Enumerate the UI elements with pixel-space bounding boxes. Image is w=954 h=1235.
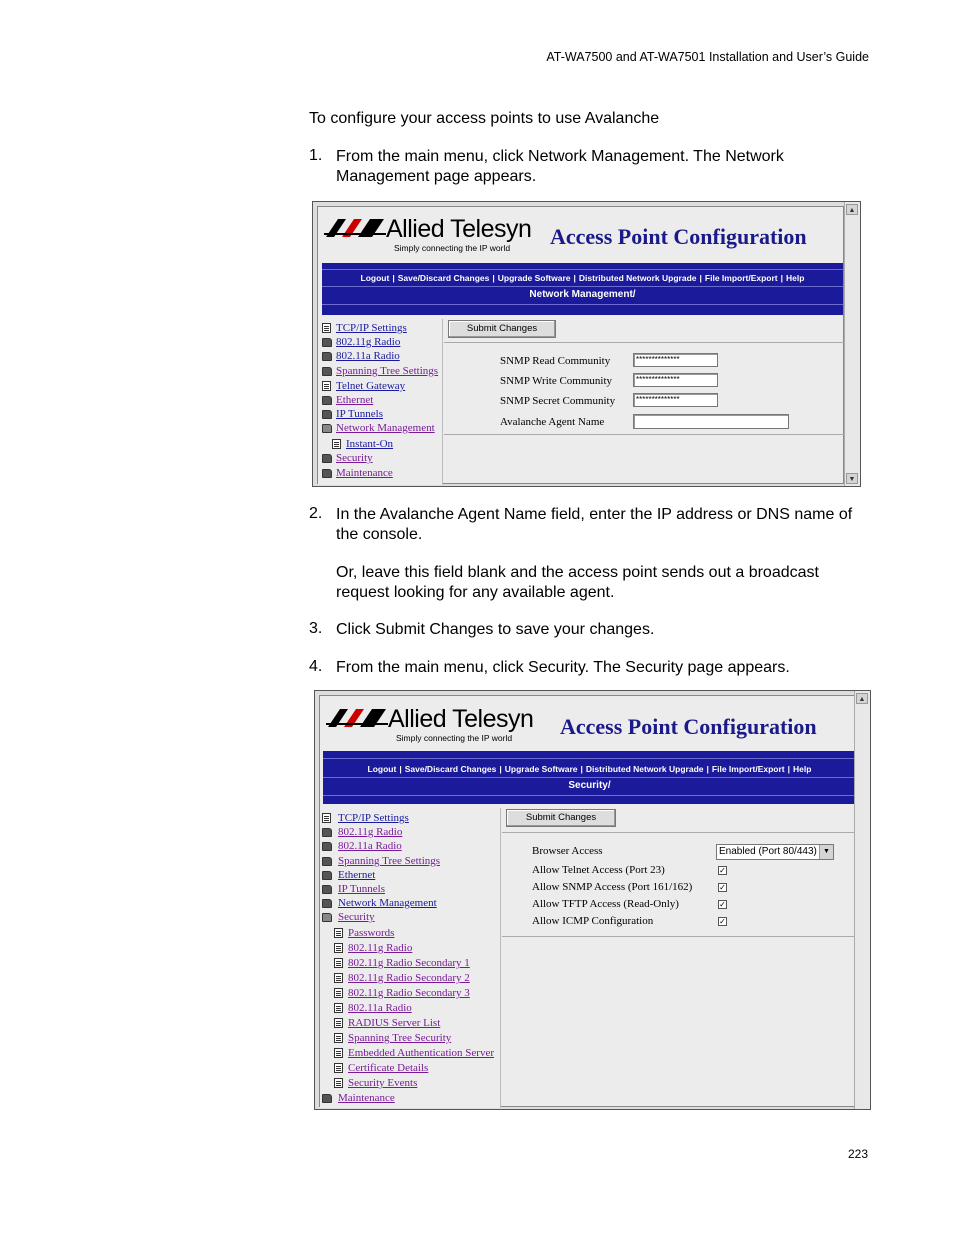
open-folder-icon bbox=[322, 424, 332, 433]
sidebar-item-security-events[interactable]: Security Events bbox=[348, 1077, 418, 1089]
step-text: Or, leave this field blank and the access point sends out a broadcast request looking for any available agent. bbox=[336, 564, 819, 601]
nav-distributed-upgrade[interactable]: Distributed Network Upgrade bbox=[585, 764, 704, 774]
nav-bar: Logout | Save/Discard Changes | Upgrade Software | Distributed Network Upgrade | File Import/Export | Help Security/ bbox=[323, 751, 856, 804]
chevron-down-icon[interactable]: ▼ bbox=[819, 845, 833, 859]
step-text: In the Avalanche Agent Name field, enter the IP address or DNS name of the console. bbox=[336, 506, 853, 543]
page-icon bbox=[334, 1018, 343, 1028]
sidebar bbox=[320, 808, 501, 1108]
field-label: SNMP Secret Community bbox=[500, 395, 616, 407]
sidebar-item-tcpip[interactable]: TCP/IP Settings bbox=[336, 322, 407, 334]
field-label: SNMP Read Community bbox=[500, 355, 611, 367]
folder-icon bbox=[322, 338, 332, 347]
snmp-write-community-input[interactable]: ************** bbox=[633, 373, 718, 387]
allied-telesyn-logo-mark-icon bbox=[326, 707, 388, 729]
step-number: 2. bbox=[309, 505, 323, 522]
sidebar-item-spanning-tree[interactable]: Spanning Tree Settings bbox=[336, 365, 439, 377]
allow-snmp-checkbox[interactable]: ✓ bbox=[719, 883, 726, 892]
submit-changes-button[interactable]: Submit Changes bbox=[506, 809, 616, 827]
sidebar-item-network-management[interactable]: Network Management bbox=[336, 422, 435, 434]
nav-file-import-export[interactable]: File Import/Export bbox=[711, 764, 785, 774]
scroll-up-icon[interactable]: ▲ bbox=[856, 693, 868, 704]
sidebar-item-radius-server-list[interactable]: RADIUS Server List bbox=[348, 1017, 441, 1029]
page-icon bbox=[334, 928, 343, 938]
nav-upgrade-software[interactable]: Upgrade Software bbox=[497, 273, 571, 283]
folder-icon bbox=[322, 367, 332, 376]
browser-access-label: Browser Access bbox=[532, 845, 603, 857]
open-folder-icon bbox=[322, 913, 332, 922]
app-title: Access Point Configuration bbox=[550, 224, 807, 249]
folder-icon bbox=[322, 1094, 332, 1103]
checkbox-label: Allow ICMP Configuration bbox=[532, 915, 654, 927]
sidebar-item-80211a[interactable]: 802.11a Radio bbox=[336, 350, 400, 362]
sidebar-item-80211g[interactable]: 802.11g Radio bbox=[338, 826, 403, 838]
sidebar bbox=[318, 319, 443, 485]
folder-icon bbox=[322, 454, 332, 463]
allow-telnet-checkbox[interactable]: ✓ bbox=[719, 866, 726, 875]
location-breadcrumb: Network Management/ bbox=[529, 289, 636, 300]
sidebar-item-certificate-details[interactable]: Certificate Details bbox=[348, 1062, 429, 1074]
sidebar-item-telnet[interactable]: Telnet Gateway bbox=[336, 380, 406, 392]
sidebar-item-secondary-2[interactable]: 802.11g Radio Secondary 2 bbox=[348, 972, 470, 984]
sidebar-item-secondary-1[interactable]: 802.11g Radio Secondary 1 bbox=[348, 957, 470, 969]
allied-telesyn-logo bbox=[324, 215, 532, 253]
nav-logout[interactable]: Logout bbox=[360, 273, 390, 283]
step-text: Click Submit Changes to save your changes. bbox=[336, 621, 655, 638]
sidebar-item-network-management[interactable]: Network Management bbox=[338, 897, 437, 909]
step-text: From the main menu, click Network Management. The Network Management page appears. bbox=[336, 148, 784, 185]
page-icon bbox=[334, 988, 343, 998]
folder-icon bbox=[322, 828, 332, 837]
nav-save-discard[interactable]: Save/Discard Changes bbox=[397, 273, 490, 283]
checkbox-label: Allow Telnet Access (Port 23) bbox=[532, 864, 665, 876]
page-icon bbox=[334, 958, 343, 968]
folder-icon bbox=[322, 857, 332, 866]
allied-telesyn-logo bbox=[326, 705, 534, 743]
field-label: SNMP Write Community bbox=[500, 375, 613, 387]
sidebar-item-security[interactable]: Security bbox=[336, 452, 373, 464]
nav-bar: Logout | Save/Discard Changes | Upgrade Software | Distributed Network Upgrade | File Import/Export | Help Network Management/ bbox=[322, 263, 843, 315]
allied-telesyn-logo-mark-icon bbox=[324, 217, 386, 239]
brand-tagline: Simply connecting the IP world bbox=[396, 733, 513, 743]
submit-changes-button[interactable]: Submit Changes bbox=[448, 320, 556, 338]
sidebar-item-instant-on[interactable]: Instant-On bbox=[346, 438, 394, 450]
nav-help[interactable]: Help bbox=[786, 273, 805, 283]
allow-icmp-checkbox[interactable]: ✓ bbox=[719, 917, 726, 926]
sidebar-item-spanning-tree[interactable]: Spanning Tree Settings bbox=[338, 855, 441, 867]
checkbox-label: Allow SNMP Access (Port 161/162) bbox=[532, 881, 693, 893]
folder-icon bbox=[322, 469, 332, 478]
app-title: Access Point Configuration bbox=[560, 714, 817, 739]
folder-icon bbox=[322, 410, 332, 419]
running-header: AT-WA7500 and AT-WA7501 Installation and User’s Guide bbox=[546, 50, 869, 64]
sidebar-item-ip-tunnels[interactable]: IP Tunnels bbox=[338, 883, 385, 895]
page-number: 223 bbox=[847, 1147, 868, 1161]
security-screenshot bbox=[314, 690, 871, 1110]
page-icon bbox=[334, 973, 343, 983]
snmp-read-community-input[interactable]: ************** bbox=[633, 353, 718, 367]
step-text: From the main menu, click Security. The Security page appears. bbox=[336, 659, 790, 676]
folder-icon bbox=[322, 352, 332, 361]
folder-icon bbox=[322, 842, 332, 851]
step-number: 3. bbox=[309, 620, 323, 637]
step-number: 1. bbox=[309, 147, 323, 164]
folder-icon bbox=[322, 396, 332, 405]
scroll-up-icon[interactable]: ▲ bbox=[846, 204, 858, 215]
sidebar-item-security-80211g[interactable]: 802.11g Radio bbox=[348, 942, 413, 954]
nav-save-discard[interactable]: Save/Discard Changes bbox=[404, 764, 497, 774]
page-icon bbox=[322, 323, 331, 333]
page-icon bbox=[334, 1033, 343, 1043]
sidebar-item-security[interactable]: Security bbox=[338, 911, 375, 923]
sidebar-item-secondary-3[interactable]: 802.11g Radio Secondary 3 bbox=[348, 987, 470, 999]
nav-help[interactable]: Help bbox=[793, 764, 812, 774]
page-icon bbox=[334, 1048, 343, 1058]
field-label: Avalanche Agent Name bbox=[500, 416, 605, 428]
nav-logout[interactable]: Logout bbox=[367, 764, 397, 774]
network-management-screenshot bbox=[312, 201, 861, 487]
page-icon bbox=[334, 1063, 343, 1073]
vertical-scrollbar[interactable] bbox=[844, 202, 860, 486]
sidebar-item-spanning-tree-security[interactable]: Spanning Tree Security bbox=[348, 1032, 452, 1044]
sidebar-item-maintenance[interactable]: Maintenance bbox=[338, 1092, 395, 1104]
scroll-down-icon[interactable]: ▼ bbox=[846, 473, 858, 484]
sidebar-item-embedded-auth-server[interactable]: Embedded Authentication Server bbox=[348, 1047, 495, 1059]
brand-tagline: Simply connecting the IP world bbox=[394, 243, 511, 253]
intro-text: To configure your access points to use Avalanche bbox=[309, 110, 660, 127]
nav-distributed-upgrade[interactable]: Distributed Network Upgrade bbox=[578, 273, 697, 283]
sidebar-item-tcpip[interactable]: TCP/IP Settings bbox=[338, 812, 409, 824]
sidebar-item-80211g[interactable]: 802.11g Radio bbox=[336, 336, 401, 348]
brand-name: Allied Telesyn bbox=[388, 705, 534, 733]
step-number: 4. bbox=[309, 658, 323, 675]
vertical-scrollbar[interactable] bbox=[854, 691, 870, 1109]
browser-access-select[interactable] bbox=[716, 844, 834, 860]
sidebar-item-security-80211a[interactable]: 802.11a Radio bbox=[348, 1002, 412, 1014]
page-icon bbox=[322, 813, 331, 823]
folder-icon bbox=[322, 871, 332, 880]
brand-name: Allied Telesyn bbox=[386, 215, 532, 243]
browser-access-value: Enabled (Port 80/443) bbox=[719, 846, 817, 857]
sidebar-item-passwords[interactable]: Passwords bbox=[348, 927, 395, 939]
checkbox-label: Allow TFTP Access (Read-Only) bbox=[532, 898, 679, 910]
page-icon bbox=[334, 943, 343, 953]
sidebar-item-ip-tunnels[interactable]: IP Tunnels bbox=[336, 408, 383, 420]
nav-upgrade-software[interactable]: Upgrade Software bbox=[504, 764, 578, 774]
allow-tftp-checkbox[interactable]: ✓ bbox=[719, 900, 726, 909]
sidebar-item-ethernet[interactable]: Ethernet bbox=[336, 394, 374, 406]
sidebar-item-maintenance[interactable]: Maintenance bbox=[336, 467, 393, 479]
folder-icon bbox=[322, 899, 332, 908]
page-icon bbox=[332, 439, 341, 449]
avalanche-agent-name-input[interactable] bbox=[633, 414, 789, 429]
page-icon bbox=[322, 381, 331, 391]
sidebar-item-ethernet[interactable]: Ethernet bbox=[338, 869, 376, 881]
sidebar-item-80211a[interactable]: 802.11a Radio bbox=[338, 840, 402, 852]
nav-file-import-export[interactable]: File Import/Export bbox=[704, 273, 778, 283]
page-icon bbox=[334, 1003, 343, 1013]
snmp-secret-community-input[interactable]: ************** bbox=[633, 393, 718, 407]
page-icon bbox=[334, 1078, 343, 1088]
folder-icon bbox=[322, 885, 332, 894]
location-breadcrumb: Security/ bbox=[568, 780, 611, 791]
